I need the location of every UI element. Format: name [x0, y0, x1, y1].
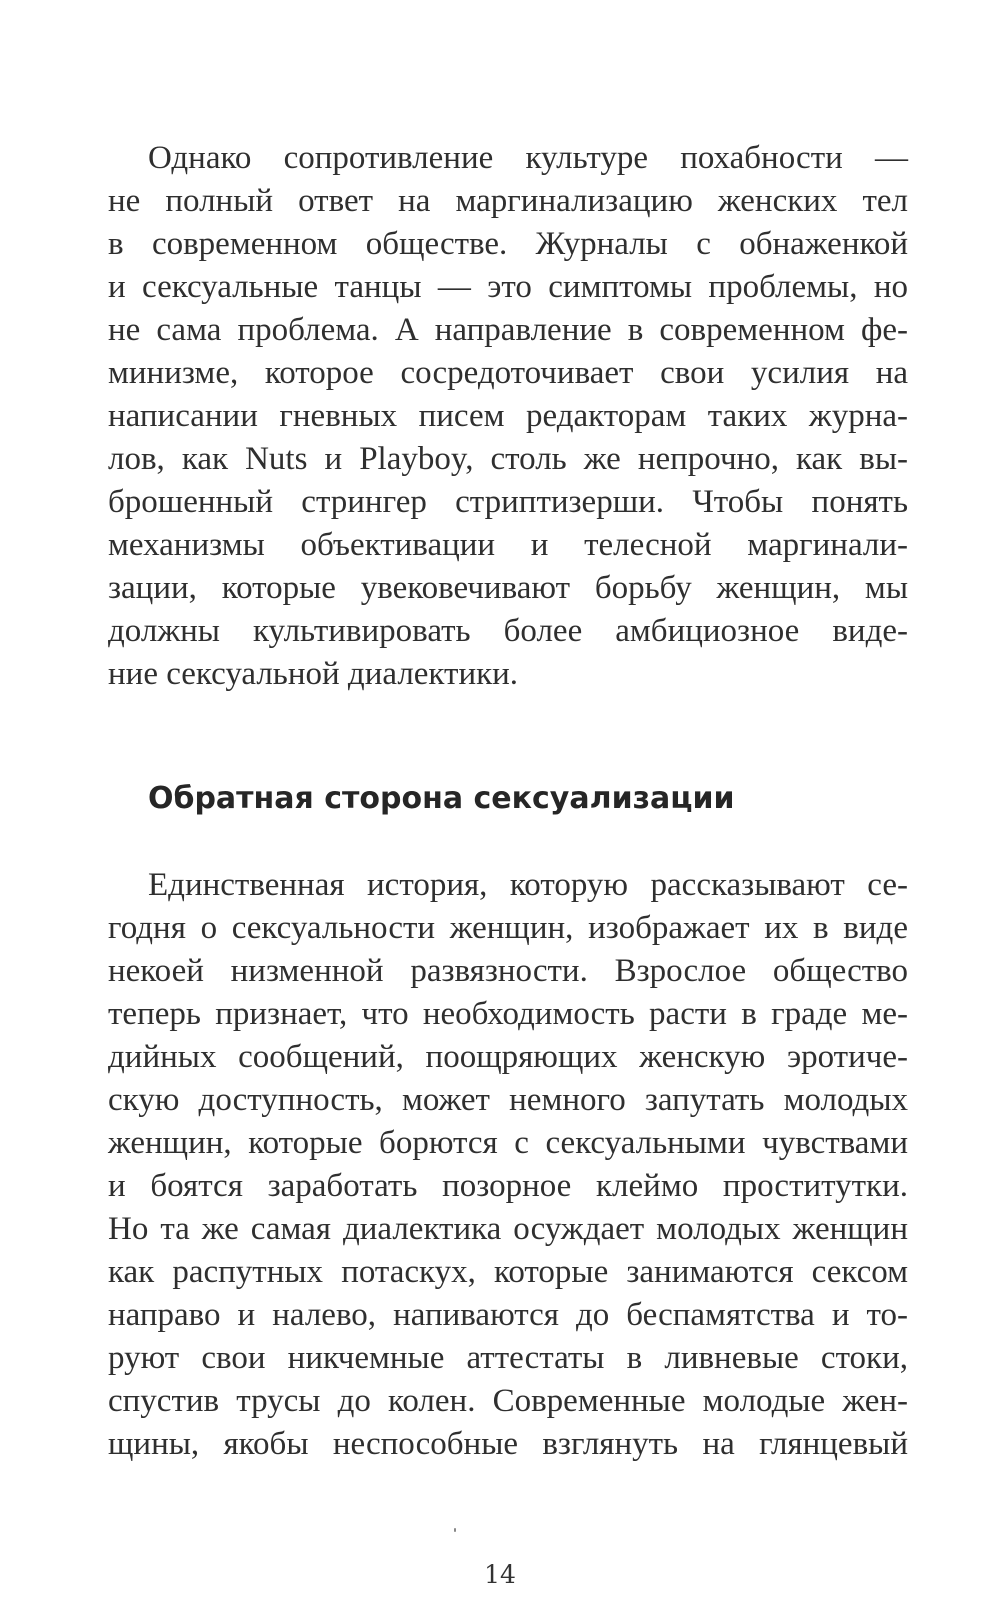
text-line: теперь признает, что необходимость расти в граде ме-	[108, 996, 908, 1032]
text-line: годня о сексуальности женщин, изображает их в виде	[108, 910, 908, 946]
text-line: брошенный стрингер стриптизерши. Чтобы понять	[108, 484, 908, 520]
text-line: направо и налево, напиваются до беспамятства и то-	[108, 1297, 908, 1333]
text-line: некоей низменной развязности. Взрослое общество	[108, 953, 908, 989]
text-line: минизме, которое сосредоточивает свои усилия на	[108, 355, 908, 391]
text-line: ние сексуальной диалектики.	[108, 656, 519, 692]
text-line: и боятся заработать позорное клеймо проститутки.	[108, 1168, 908, 1204]
text-line: руют свои никчемные аттестаты в ливневые стоки,	[108, 1340, 908, 1376]
text-line: спустив трусы до колен. Современные молодые жен-	[108, 1383, 908, 1419]
section-heading: Обратная сторона сексуализации	[148, 781, 735, 816]
text-line: как распутных потаскух, которые занимаются сексом	[108, 1254, 908, 1290]
text-line: написании гневных писем редакторам таких журна-	[108, 398, 908, 434]
text-line: щины, якобы неспособные взглянуть на глянцевый	[108, 1426, 908, 1462]
text-line: и сексуальные танцы — это симптомы проблемы, но	[108, 269, 908, 305]
text-line: лов, как Nuts и Playboy, столь же непрочно, как вы-	[108, 441, 908, 477]
text-line: женщин, которые борются с сексуальными чувствами	[108, 1125, 908, 1161]
text-line: механизмы объективации и телесной маргинали-	[108, 527, 908, 563]
text-line: Однако сопротивление культуре похабности —	[148, 140, 908, 176]
text-line: в современном обществе. Журналы с обнаженкой	[108, 226, 908, 262]
text-line: скую доступность, может немного запутать молодых	[108, 1082, 908, 1118]
text-line: не полный ответ на маргинализацию женских тел	[108, 183, 908, 219]
text-line: Единственная история, которую рассказывают се-	[148, 867, 908, 903]
text-line: зации, которые увековечивают борьбу женщин, мы	[108, 570, 908, 606]
text-line: Но та же самая диалектика осуждает молодых женщин	[108, 1211, 908, 1247]
text-line: дийных сообщений, поощряющих женскую эротиче-	[108, 1039, 908, 1075]
page-number: 14	[484, 1560, 516, 1589]
text-line: должны культивировать более амбициозное виде-	[108, 613, 908, 649]
print-speck	[454, 1528, 456, 1532]
text-line: не сама проблема. А направление в современном фе-	[108, 312, 908, 348]
